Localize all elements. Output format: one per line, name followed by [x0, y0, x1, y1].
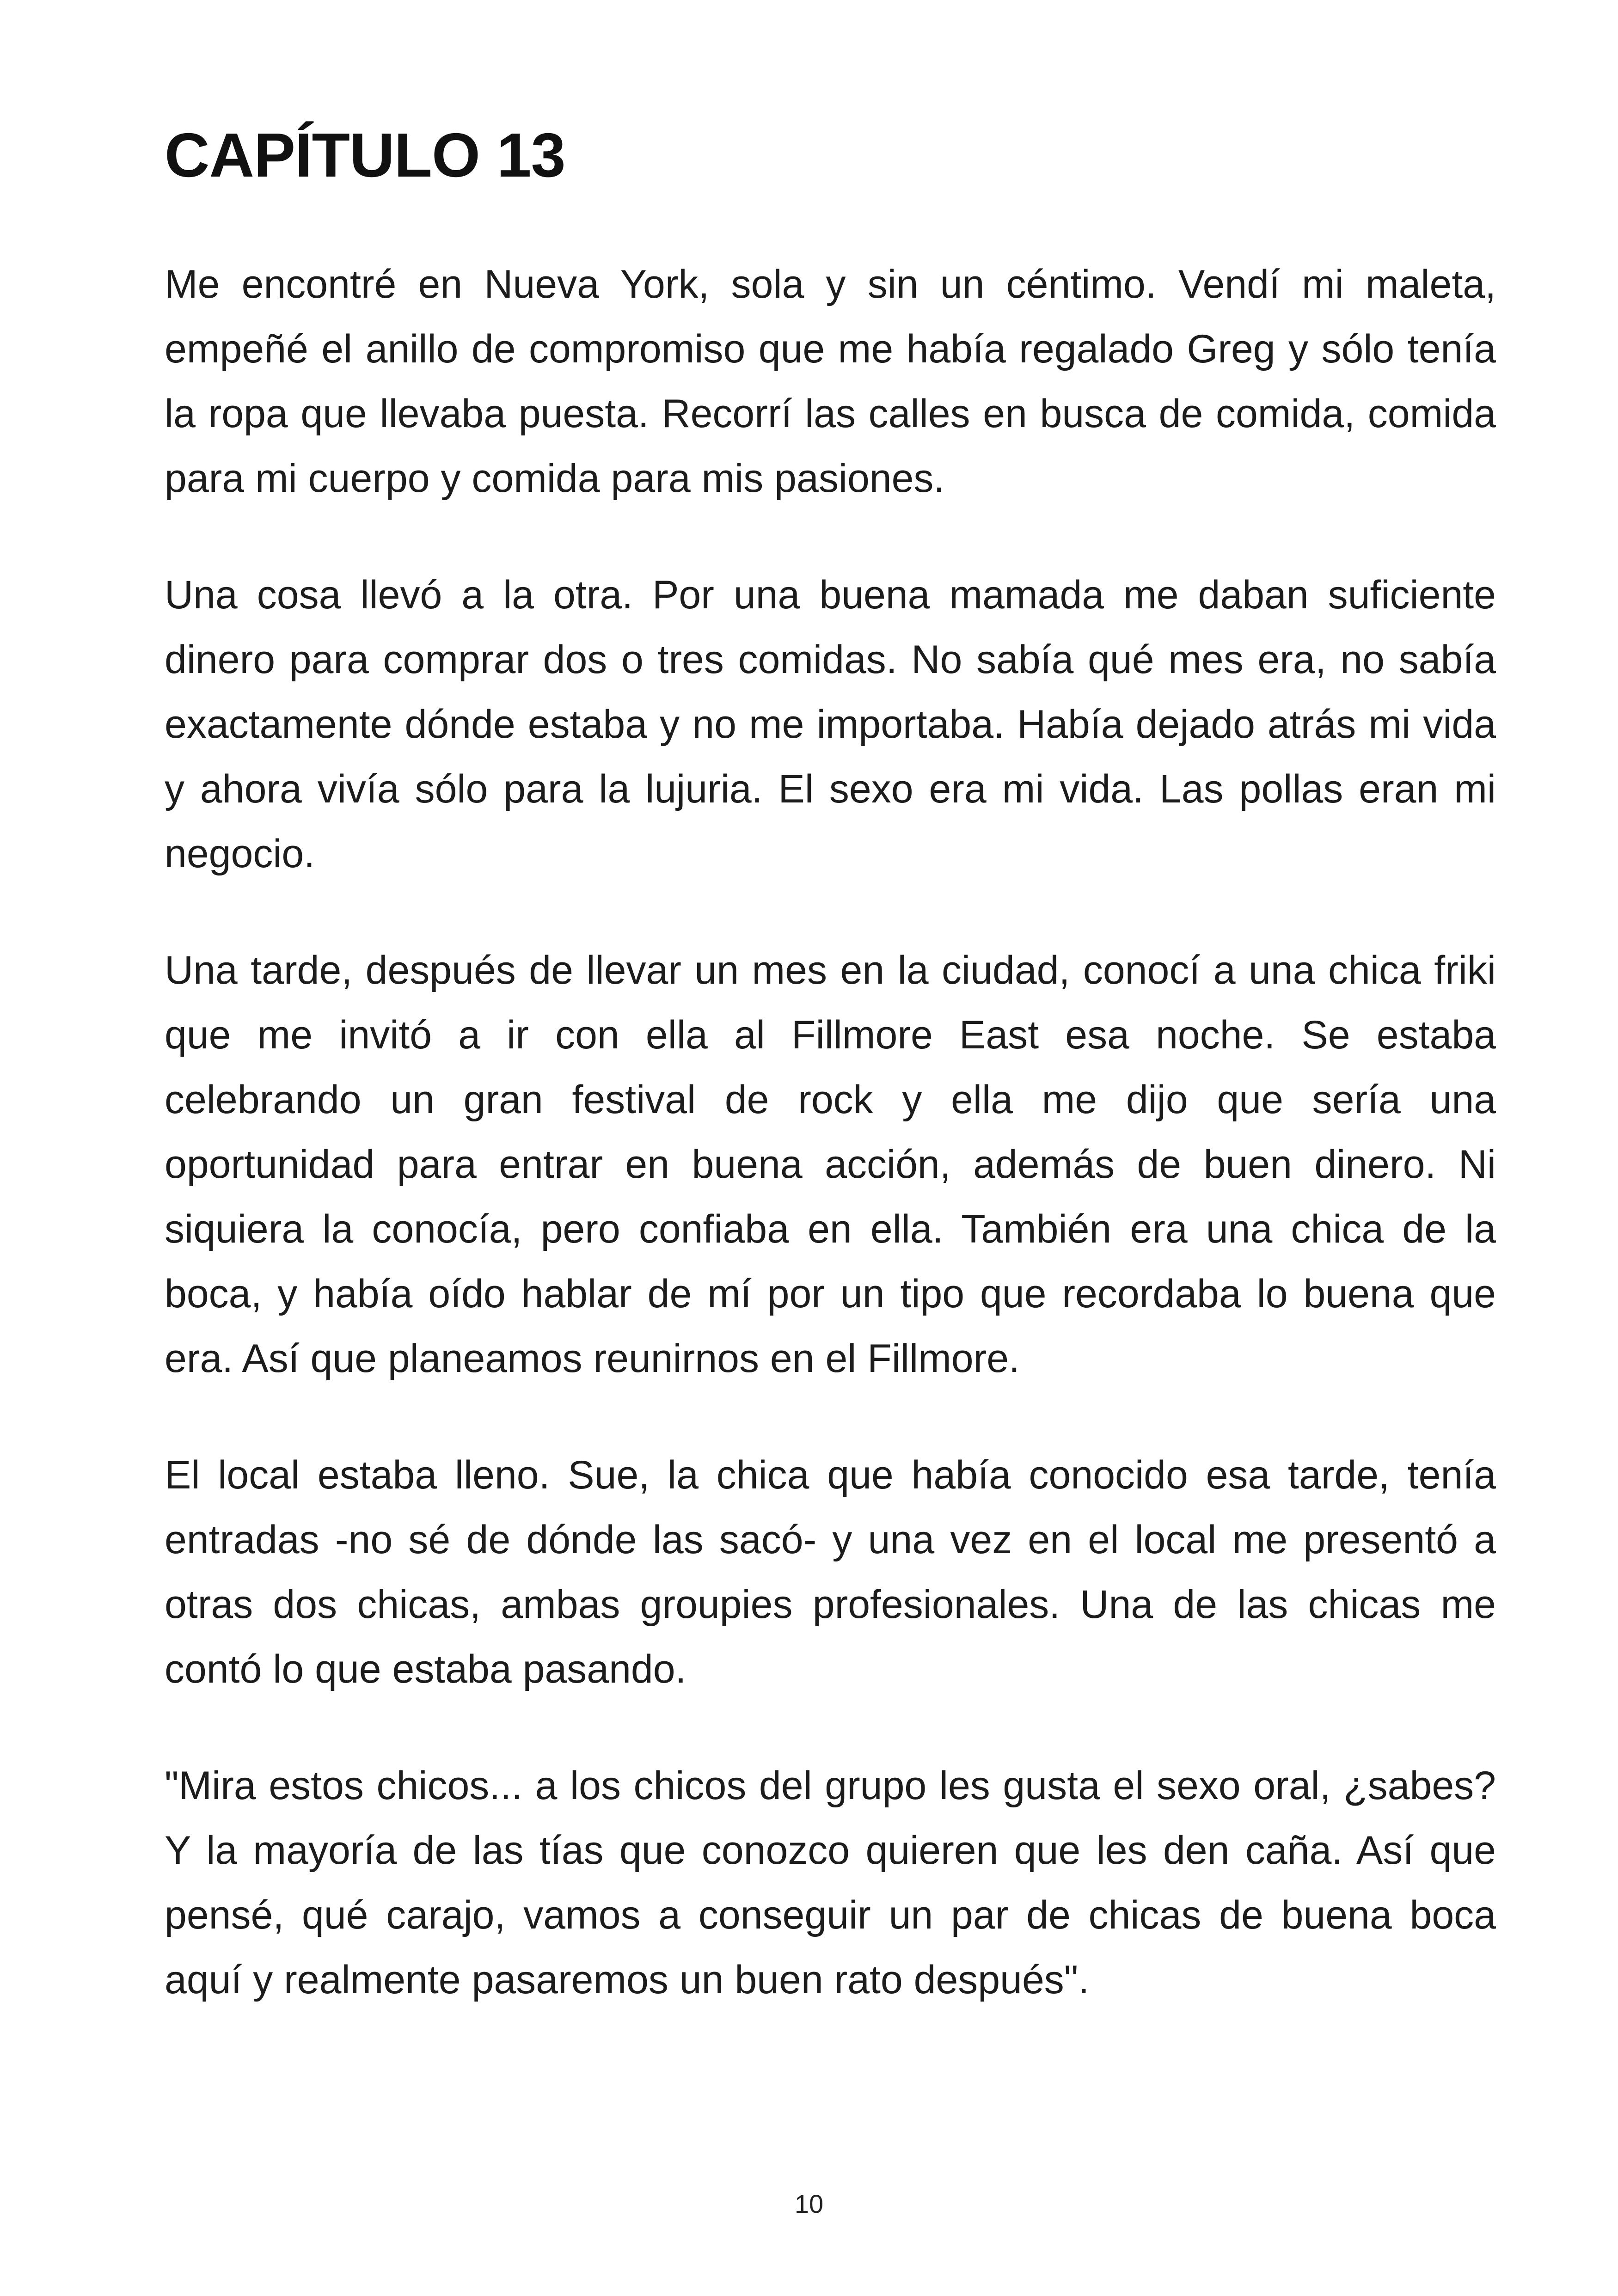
- paragraph: El local estaba lleno. Sue, la chica que había conocido esa tarde, tenía entradas -no sé de dónde las sacó- y una vez en el local me presentó a otras dos chicas, ambas groupies profesionales. Una de las chicas me contó lo que estaba pasando.: [165, 1453, 1496, 1691]
- chapter-title: CAPÍTULO 13: [165, 120, 565, 190]
- paragraph: Me encontré en Nueva York, sola y sin un céntimo. Vendí mi maleta, empeñé el anillo de compromiso que me había regalado Greg y sólo tenía la ropa que llevaba puesta. Recorrí las calles en busca de comida, comida para mi cuerpo y comida para mis pasiones.: [165, 262, 1496, 501]
- body-text: [165, 252, 1496, 2064]
- paragraph: Una tarde, después de llevar un mes en la ciudad, conocí a una chica friki que me invitó a ir con ella al Fillmore East esa noche. Se estaba celebrando un gran festival de rock y ella me dijo que sería una oportunidad para entrar en buena acción, además de buen dinero. Ni siquiera la conocía, pero confiaba en ella. También era una chica de la boca, y había oído hablar de mí por un tipo que recordaba lo buena que era. Así que planeamos reunirnos en el Fillmore.: [165, 948, 1496, 1381]
- page-number: 10: [794, 2189, 824, 2218]
- paragraph: "Mira estos chicos... a los chicos del grupo les gusta el sexo oral, ¿sabes? Y la mayoría de las tías que conozco quieren que les den caña. Así que pensé, qué carajo, vamos a conseguir un par de chicas de buena boca aquí y realmente pasaremos un buen rato después".: [165, 1763, 1496, 2002]
- paragraph: Una cosa llevó a la otra. Por una buena mamada me daban suficiente dinero para comprar dos o tres comidas. No sabía qué mes era, no sabía exactamente dónde estaba y no me importaba. Había dejado atrás mi vida y ahora vivía sólo para la lujuria. El sexo era mi vida. Las pollas eran mi negocio.: [165, 573, 1496, 876]
